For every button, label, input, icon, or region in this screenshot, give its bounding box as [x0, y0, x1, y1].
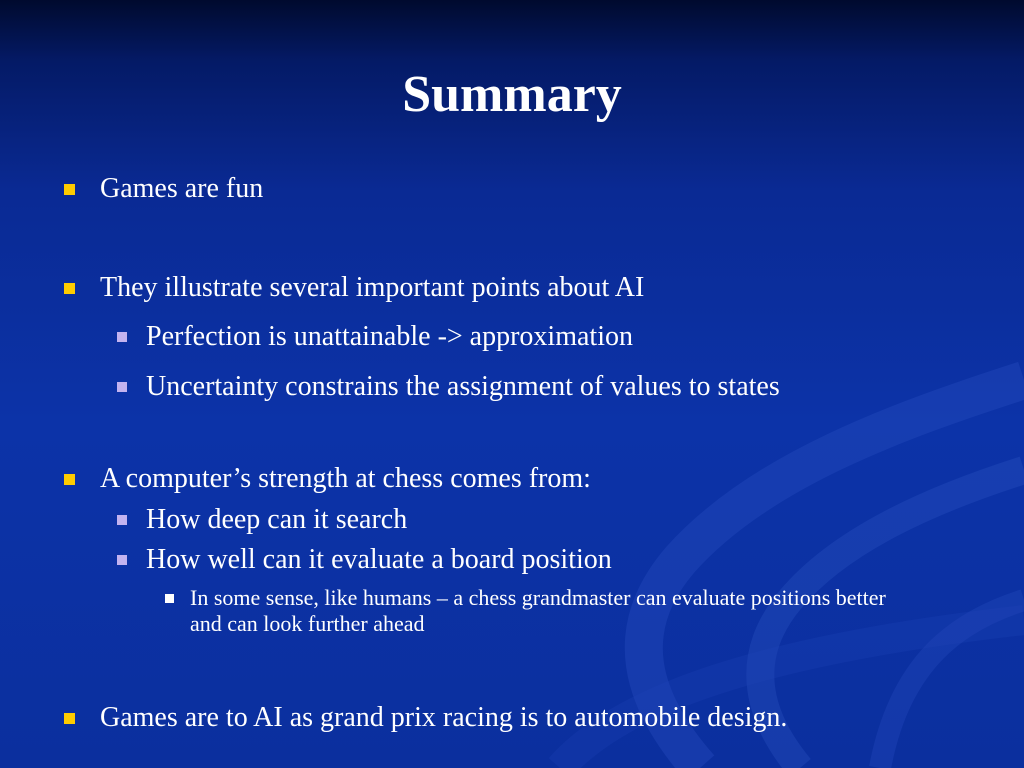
bullet-marker-level1 [64, 184, 75, 195]
bullet-perfection-unattainable: Perfection is unattainable -> approximation [146, 321, 633, 352]
bullet-marker-level1 [64, 474, 75, 485]
bullet-marker-level2 [117, 332, 127, 342]
bullet-marker-level1 [64, 283, 75, 294]
bullet-games-are-fun: Games are fun [100, 173, 264, 204]
bullet-marker-level3 [165, 594, 174, 603]
bullet-like-humans-grandmaster: In some sense, like humans – a chess grandmaster can evaluate positions better and can look further ahead [190, 585, 886, 636]
bullet-uncertainty-constrains: Uncertainty constrains the assignment of values to states [146, 371, 780, 402]
bullet-marker-level2 [117, 382, 127, 392]
bullet-illustrate-points: They illustrate several important points about AI [100, 272, 645, 303]
bullet-marker-level2 [117, 515, 127, 525]
bullet-marker-level1 [64, 713, 75, 724]
bullet-chess-strength: A computer’s strength at chess comes from: [100, 463, 591, 494]
bullet-how-well-evaluate: How well can it evaluate a board position [146, 544, 612, 575]
bullet-marker-level2 [117, 555, 127, 565]
bullet-how-deep-search: How deep can it search [146, 504, 408, 535]
slide-title: Summary [402, 66, 622, 123]
bullet-grand-prix-analogy: Games are to AI as grand prix racing is to automobile design. [100, 702, 788, 733]
